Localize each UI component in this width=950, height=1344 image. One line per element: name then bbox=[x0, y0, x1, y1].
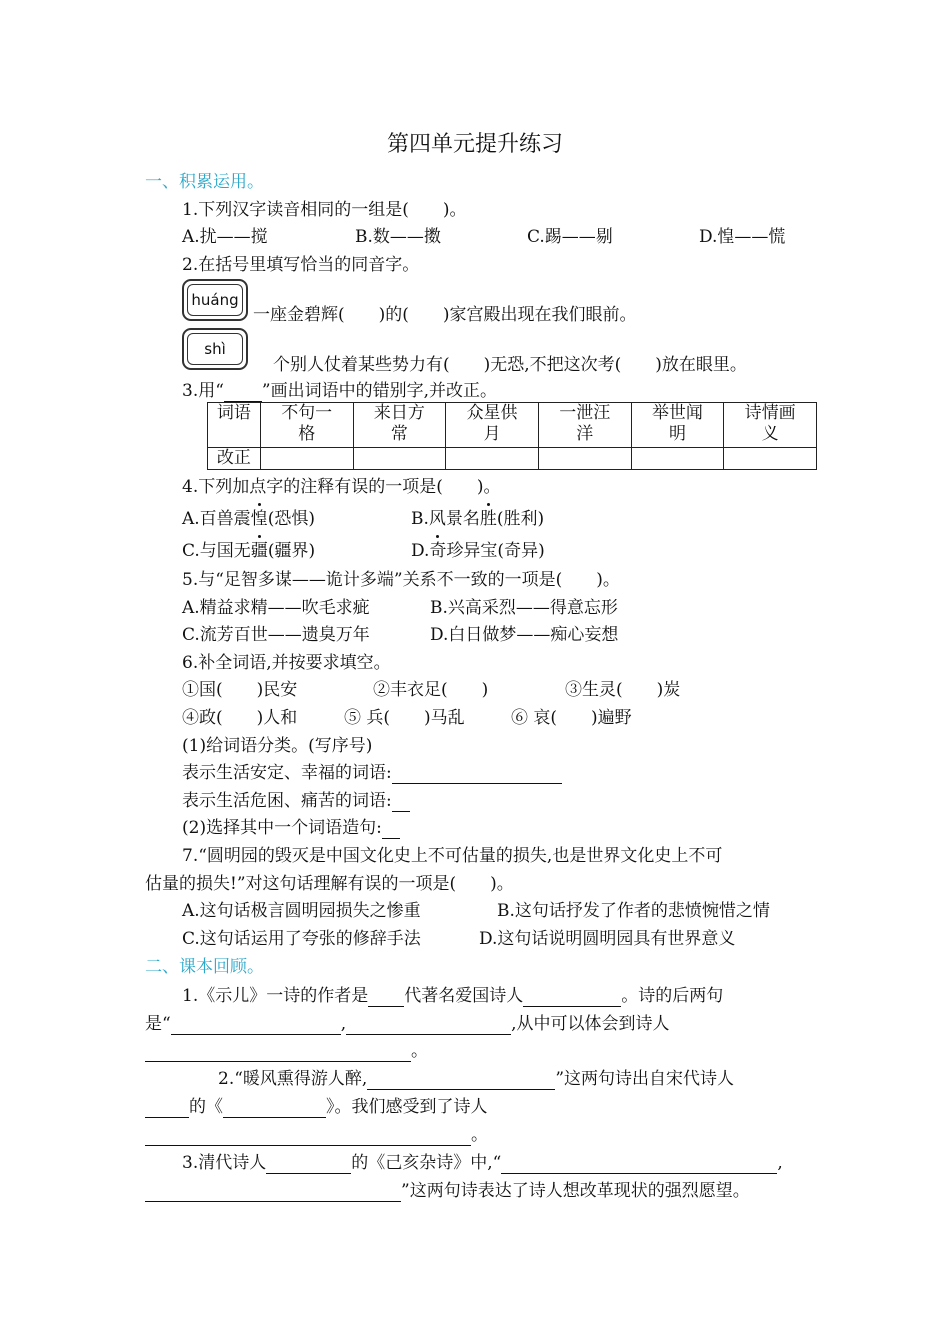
q3-stem bbox=[182, 380, 497, 402]
answer-cell[interactable] bbox=[353, 448, 446, 470]
answer-blank[interactable] bbox=[266, 1156, 351, 1174]
answer-blank[interactable] bbox=[367, 1072, 555, 1090]
q4-option-a: A.百兽震惶(恐惧) bbox=[182, 509, 315, 529]
q7-option-a: A.这句话极言圆明园损失之惨重 bbox=[182, 901, 421, 921]
q3-stem-a: 3.用“ bbox=[182, 381, 224, 401]
q7-line-2: 估量的损失!”对这句话理解有误的一项是( )。 bbox=[145, 874, 514, 894]
answer-blank[interactable] bbox=[392, 766, 562, 784]
q7-line-1: 7.“圆明园的毁灭是中国文化史上不可估量的损失,也是世界文化史上不可 bbox=[182, 846, 723, 866]
answer-blank[interactable] bbox=[392, 794, 410, 812]
answer-cell[interactable] bbox=[724, 448, 817, 470]
table-header-cell: 改正 bbox=[208, 448, 261, 470]
table-header-cell: 词语 bbox=[208, 403, 261, 448]
answer-blank[interactable] bbox=[171, 1017, 341, 1035]
q1-option-b: B.数——擞 bbox=[355, 227, 441, 247]
q4-option-c: C.与国无疆(疆界) bbox=[182, 541, 316, 561]
table-row bbox=[208, 403, 817, 448]
s2-q1-line-1: 1.《示儿》一诗的作者是 代著名爱国诗人 。诗的后两句 bbox=[182, 986, 724, 1006]
answer-blank[interactable] bbox=[223, 1100, 326, 1118]
s2-q1-line-3: 。 bbox=[145, 1040, 428, 1062]
pinyin-box-huang bbox=[182, 279, 248, 321]
dotted-char: 奇 bbox=[429, 541, 447, 561]
q5-stem: 5.与“足智多谋——诡计多端”关系不一致的一项是( )。 bbox=[182, 570, 620, 590]
q1-option-a: A.扰——搅 bbox=[182, 227, 268, 247]
q4-option-b: B.风景名胜(胜利) bbox=[411, 509, 545, 529]
answer-blank[interactable] bbox=[346, 1017, 511, 1035]
dotted-char: 胜 bbox=[479, 509, 497, 529]
table-word-cell: 诗情画 义 bbox=[724, 403, 817, 448]
answer-blank[interactable] bbox=[382, 821, 400, 839]
table-word-cell: 众星供 月 bbox=[446, 403, 539, 448]
q6-stem: 6.补全词语,并按要求填空。 bbox=[182, 653, 391, 673]
s2-q2-line-1: 2.“暖风熏得游人醉, ”这两句诗出自宋代诗人 bbox=[218, 1069, 735, 1089]
answer-cell[interactable] bbox=[538, 448, 631, 470]
s2-q2-line-3: 。 bbox=[145, 1124, 488, 1146]
q4-stem: 4.下列加点字的注释有误的一项是( )。 bbox=[182, 477, 501, 497]
q7-option-b: B.这句话抒发了作者的悲愤惋惜之情 bbox=[497, 901, 770, 921]
q3-stem-b: ”画出词语中的错别字,并改正。 bbox=[261, 381, 498, 401]
table-word-cell: 举世闻 明 bbox=[631, 403, 724, 448]
answer-blank[interactable] bbox=[145, 1044, 411, 1062]
q6-word-2: ②丰衣足( ) bbox=[373, 680, 489, 700]
q5-option-b: B.兴高采烈——得意忘形 bbox=[430, 598, 618, 618]
q5-option-d: D.白日做梦——痴心妄想 bbox=[430, 625, 619, 645]
answer-blank[interactable] bbox=[145, 1184, 401, 1202]
q2-line-1: 一座金碧辉( )的( )家宫殿出现在我们眼前。 bbox=[253, 305, 637, 325]
s2-q3-line-1: 3.清代诗人 的《己亥杂诗》中,“ , bbox=[182, 1153, 783, 1173]
answer-blank[interactable] bbox=[145, 1100, 189, 1118]
answer-blank[interactable] bbox=[368, 989, 404, 1007]
q6-word-1: ①国( )民安 bbox=[182, 680, 298, 700]
pinyin-shi: shì bbox=[187, 333, 243, 365]
pinyin-huang: huáng bbox=[187, 284, 243, 316]
q6-word-4: ④政( )人和 bbox=[182, 708, 298, 728]
q5-option-c: C.流芳百世——遗臭万年 bbox=[182, 625, 370, 645]
q4-option-d: D.奇珍异宝(奇异) bbox=[411, 541, 545, 561]
q6-word-6: ⑥ 哀( )遍野 bbox=[511, 708, 632, 728]
section-1-heading: 一、积累运用。 bbox=[145, 172, 264, 192]
answer-blank[interactable] bbox=[145, 1128, 471, 1146]
q6-sub-2: (2)选择其中一个词语造句: bbox=[182, 817, 400, 839]
table-row bbox=[208, 448, 817, 470]
dotted-char: 疆 bbox=[250, 541, 268, 561]
word-correction-table bbox=[207, 402, 817, 470]
answer-cell[interactable] bbox=[446, 448, 539, 470]
q6-sub-1b: 表示生活危困、痛苦的词语: bbox=[182, 790, 410, 812]
q6-word-5: ⑤ 兵( )马乱 bbox=[344, 708, 465, 728]
q6-word-3: ③生灵( )炭 bbox=[565, 680, 681, 700]
q1-option-d: D.惶——慌 bbox=[699, 227, 786, 247]
q7-option-d: D.这句话说明圆明园具有世界意义 bbox=[479, 929, 736, 949]
answer-cell[interactable] bbox=[631, 448, 724, 470]
answer-blank[interactable] bbox=[523, 989, 621, 1007]
answer-cell[interactable] bbox=[260, 448, 353, 470]
q5-option-a: A.精益求精——吹毛求疵 bbox=[182, 598, 370, 618]
underline-sample bbox=[224, 384, 262, 402]
pinyin-box-shi bbox=[182, 328, 248, 370]
q1-option-c: C.踢——剔 bbox=[527, 227, 613, 247]
s2-q3-line-2: ”这两句诗表达了诗人想改革现状的强烈愿望。 bbox=[145, 1180, 750, 1202]
q6-sub-1: (1)给词语分类。(写序号) bbox=[182, 736, 373, 756]
q7-option-c: C.这句话运用了夸张的修辞手法 bbox=[182, 929, 421, 949]
q2-line-2: 个别人仗着某些势力有( )无恐,不把这次考( )放在眼里。 bbox=[273, 355, 747, 375]
table-word-cell: 来日方 常 bbox=[353, 403, 446, 448]
section-2-heading: 二、课本回顾。 bbox=[145, 957, 264, 977]
page-title: 第四单元提升练习 bbox=[386, 132, 563, 157]
table-word-cell: 一泄汪 洋 bbox=[538, 403, 631, 448]
s2-q2-line-2: 的《 》。我们感受到了诗人 bbox=[145, 1096, 488, 1118]
q2-stem: 2.在括号里填写恰当的同音字。 bbox=[182, 255, 420, 275]
q6-sub-1a: 表示生活安定、幸福的词语: bbox=[182, 762, 562, 784]
dotted-char: 惶 bbox=[250, 509, 268, 529]
q1-stem: 1.下列汉字读音相同的一组是( )。 bbox=[182, 200, 467, 220]
table-word-cell: 不句一 格 bbox=[260, 403, 353, 448]
answer-blank[interactable] bbox=[501, 1156, 777, 1174]
s2-q1-line-2: 是“ , ,从中可以体会到诗人 bbox=[145, 1014, 670, 1034]
